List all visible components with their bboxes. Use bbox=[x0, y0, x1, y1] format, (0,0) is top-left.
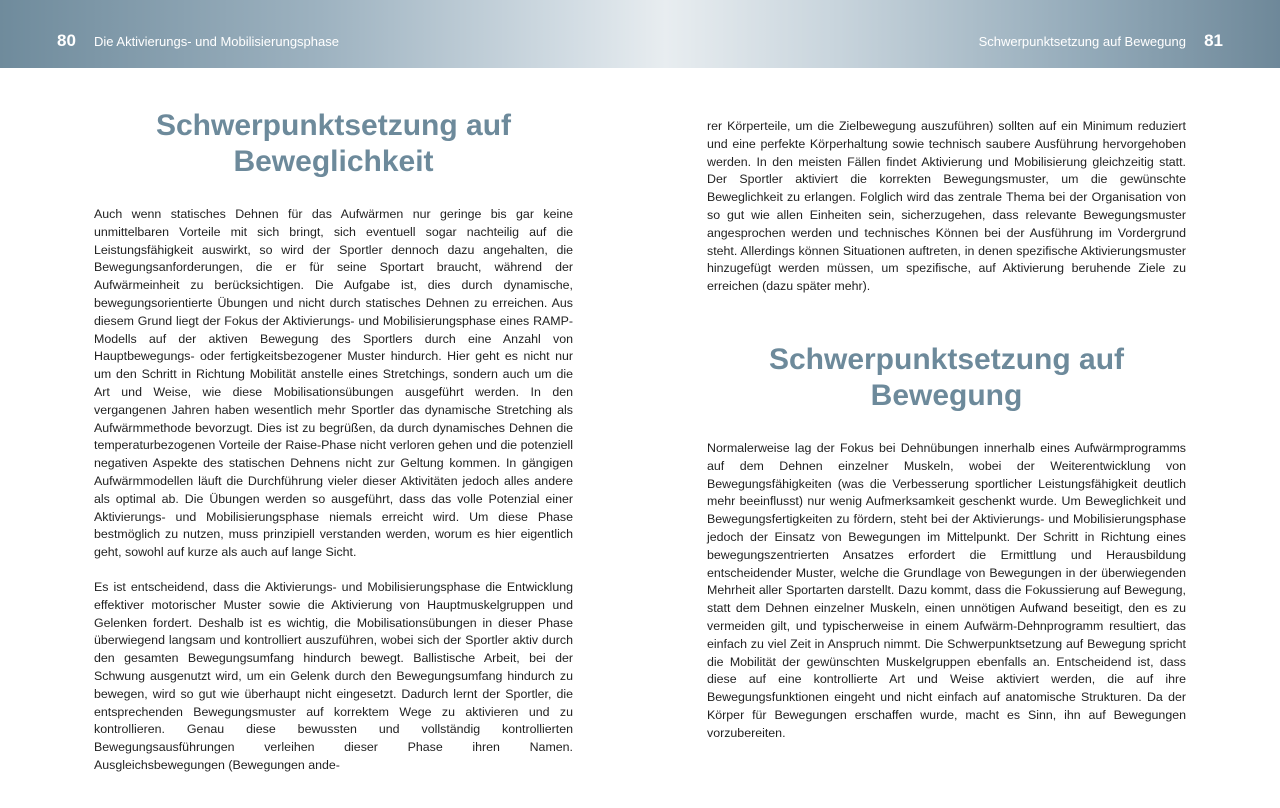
section-heading-bewegung bbox=[707, 342, 1186, 414]
left-page-number: 80 bbox=[57, 31, 76, 50]
section-heading-beweglichkeit bbox=[94, 108, 573, 180]
right-page-number: 81 bbox=[1204, 31, 1223, 50]
right-running-title: Schwerpunktsetzung auf Bewegung bbox=[978, 34, 1186, 49]
body-paragraph: Es ist entscheidend, dass die Aktivierungs- und Mobilisierungsphase die Entwicklung effektiver motorischer Muster sowie die Aktivierung von Hauptmuskelgruppen und Gelenken fordert. Deshalb ist es wichtig, die Mobilisationsübungen in dieser Phase überwiegend langsam und kontrolliert auszuführen, wobei sich der Sportler aktiv durch den gesamten Bewegungsumfang hindurch bewegt. Ballistische Arbeit, bei der Schwung ausgenutzt wird, um ein Gelenk durch den Bewegungsumfang hindurch zu bewegen, wird so gut wie überhaupt nicht eingesetzt. Dadurch lernt der Sportler, die entsprechenden Bewegungsmuster auf korrektem Wege zu aktivieren und zu kontrollieren. Genau diese bewussten und vollständig kontrollierten Bewegungsausführungen verleihen dieser Phase ihren Namen. Ausgleichsbewegungen (Bewegungen ande- bbox=[94, 579, 573, 772]
left-running-title: Die Aktivierungs- und Mobilisierungsphase bbox=[94, 34, 339, 49]
heading-line: Schwerpunktsetzung auf bbox=[155, 109, 512, 142]
body-paragraph: Auch wenn statisches Dehnen für das Aufwärmen nur geringe bis gar keine unmittelbaren Vorteile mit sich bringt, sich eventuell sogar nachteilig auf die Leistungsfähigkeit auswirkt, so wird der Sportler dennoch dazu angehalten, die Bewegungsanforderungen, die er für seine Sportart braucht, während der Aufwärmeinheit zu berücksichtigen. Die Aufgabe ist, dies durch dynamische, bewegungsorientierte Übungen und nicht durch statisches Dehnen zu erreichen. Aus diesem Grund liegt der Fokus der Aktivierungs- und Mobilisierungsphase eines RAMP-Modells auf der aktiven Bewegung des Sportlers durch eine Anzahl von Hauptbewegungs- oder fertigkeitsbezogener Muster hindurch. Hier geht es nicht nur um den Schritt in Richtung Mobilität anstelle eines Stretchings, sondern auch um die Art und Weise, wie diese Mobilisationsübungen ausgeführt werden. In den vergangenen Jahren haben wesentlich mehr Sportler das dynamische Stretching als Aufwärmmethode bevorzugt. Dies ist zu begrüßen, da durch dynamisches Dehnen die temperaturbezogenen Vorteile der Raise-Phase nicht verloren gehen und die potenziell negativen Aspekte des statischen Dehnens nicht zur Geltung kommen. In gängigen Aufwärmmodellen läuft die Durchführung vieler dieser Aktivitäten jedoch alles andere als optimal ab. Die Übungen werden so ausgeführt, dass das volle Potenzial einer Aktivierungs- und Mobilisierungsphase niemals erreicht wird. Um diese Phase bestmöglich zu nutzen, muss prinzipiell verstanden werden, worum es hier eigentlich geht, sowohl auf kurze als auch auf lange Sicht. bbox=[94, 207, 573, 560]
right-page-column bbox=[707, 118, 1186, 743]
heading-line: Schwerpunktsetzung auf bbox=[768, 342, 1125, 376]
heading-line: Beweglichkeit bbox=[233, 145, 434, 178]
page-header-band bbox=[0, 0, 1280, 68]
left-page-column bbox=[94, 108, 573, 775]
heading-line: Bewegung bbox=[870, 378, 1023, 412]
body-paragraph: rer Körperteile, um die Zielbewegung auszuführen) sollten auf ein Minimum reduziert und eine perfekte Körperhaltung sowie technisch saubere Ausführung hervorgehoben werden. In den meisten Fällen findet Aktivierung und Mobilisierung gleichzeitig statt. Der Sportler aktiviert die korrekten Bewegungsmuster, um die gewünschte Beweglichkeit zu erlangen. Folglich wird das zentrale Thema bei der Organisation von so gut wie allen Einheiten sein, sicherzugehen, dass relevante Bewegungsmuster angesprochen werden und technisches Können bei der Ausführung im Vordergrund steht. Allerdings können Situationen auftreten, in denen spezifische Aktivierungsmuster hinzugefügt werden müssen, um spezifische, auf Aktivierung beruhende Ziele zu erreichen (dazu später mehr). bbox=[707, 119, 1186, 294]
body-paragraph: Normalerweise lag der Fokus bei Dehnübungen innerhalb eines Aufwärmprogramms auf dem Dehnen einzelner Muskeln, wobei der Weiterentwicklung von Bewegungsfähigkeiten (was die Verbesserung sportlicher Leistungsfähigkeit deutlich mehr beeinflusst) nur wenig Aufmerksamkeit geschenkt wurde. Um Beweglichkeit und Bewegungsfertigkeiten zu fördern, steht bei der Aktivierungs- und Mobilisierungsphase jedoch der Einsatz von Bewegungen im Mittelpunkt. Der Schritt in Richtung eines bewegungszentrierten Ansatzes erfordert die Ermittlung und Herausbildung entscheidender Muster, welche die Grundlage von Bewegungen in der überwiegenden Mehrheit aller Sportarten darstellt. Dazu kommt, dass die Fokussierung auf Bewegung, statt dem Dehnen einzelner Muskeln, einen unnötigen Aufwand beseitigt, den es zu vermeiden gilt, und typischerweise in einem Aufwärm-Dehnprogramm resultiert, das einfach zu viel Zeit in Anspruch nimmt. Die Schwerpunktsetzung auf Bewegung spricht die Mobilität der gewünschten Muskelgruppen ebenfalls an. Entscheidend ist, dass diese auf eine kontrollierte Art und Weise aktiviert werden, die auf ihre Bewegungsfunktionen eingeht und nicht einfach auf anatomische Strukturen. Da der Körper für Bewegungen erschaffen wurde, macht es Sinn, ihn auf Bewegungen vorzubereiten. bbox=[707, 440, 1186, 740]
